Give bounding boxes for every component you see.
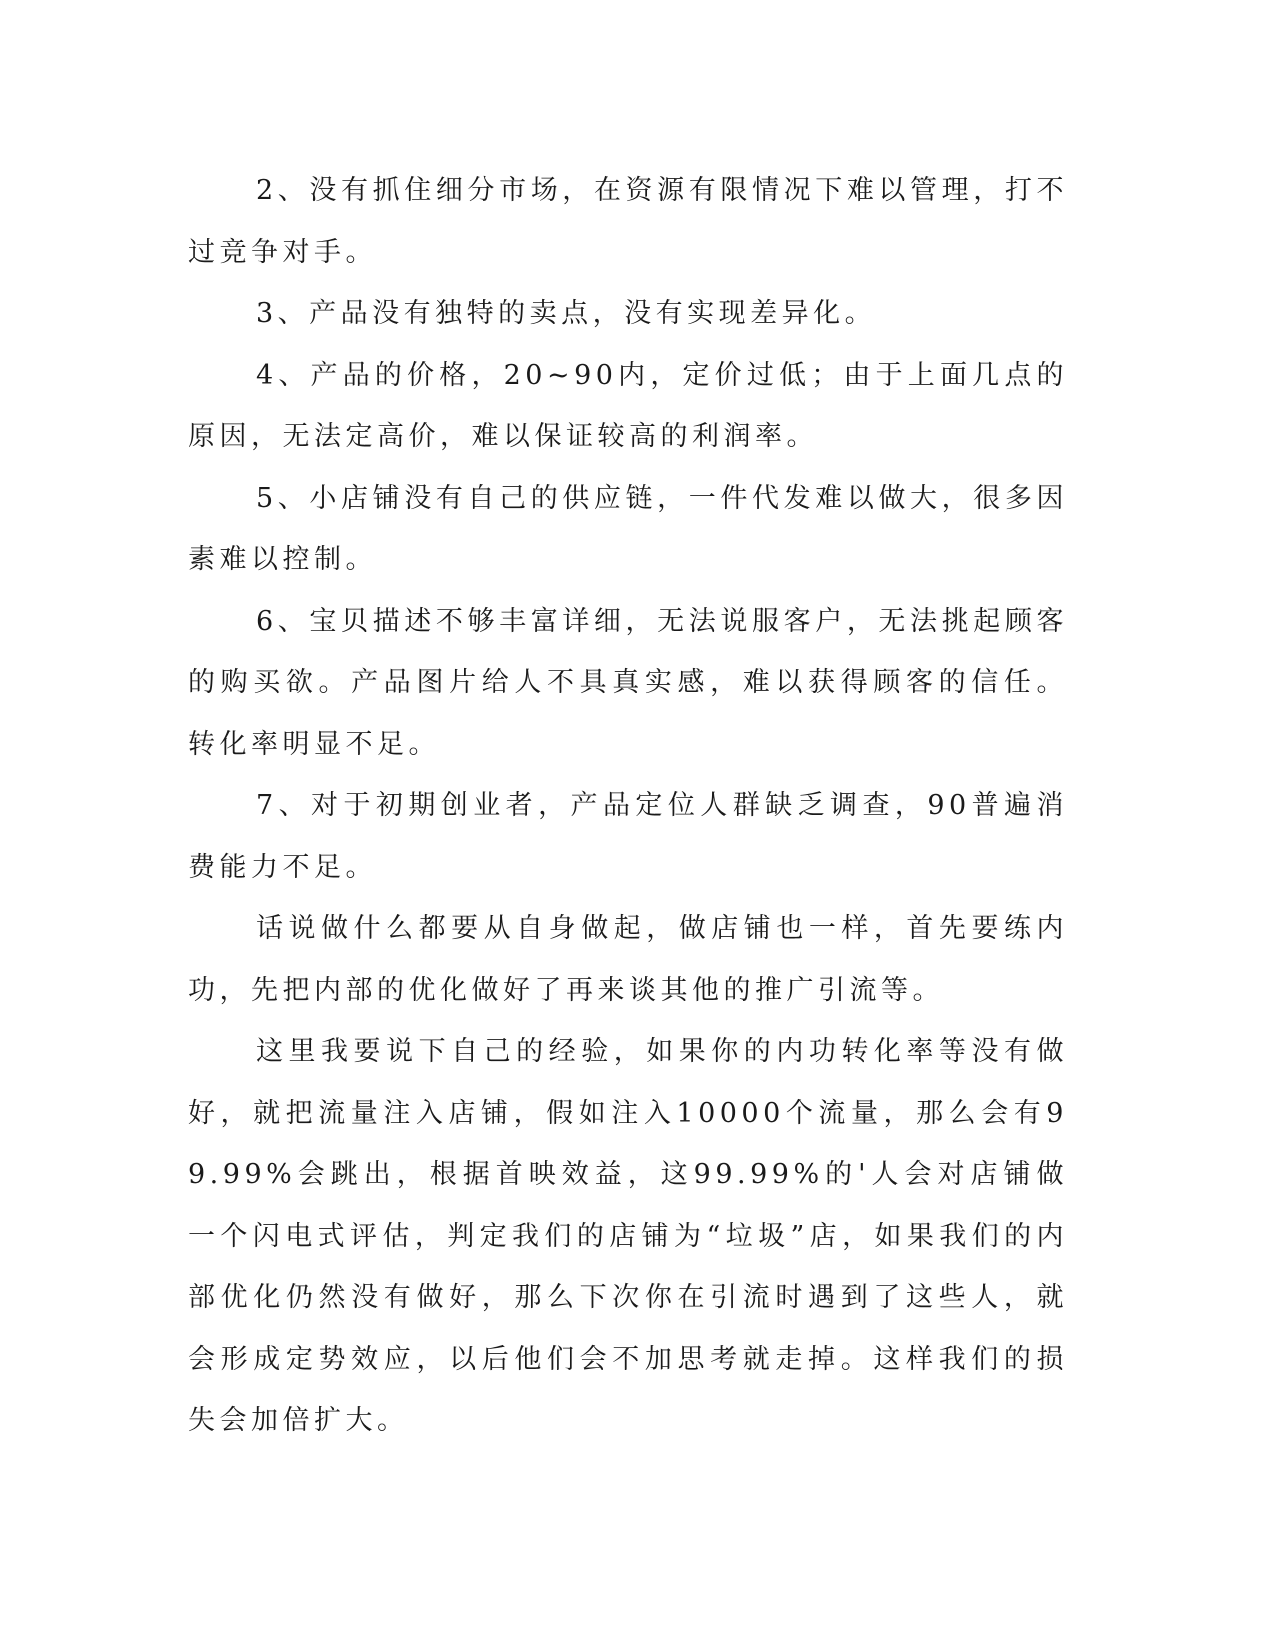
document-body <box>188 160 1068 1452</box>
paragraph-item-6: 6、宝贝描述不够丰富详细，无法说服客户，无法挑起顾客的购买欲。产品图片给人不具真实感，难以获得顾客的信任。转化率明显不足。 <box>188 605 1068 760</box>
paragraph-item-3: 3、产品没有独特的卖点，没有实现差异化。 <box>256 298 877 329</box>
paragraph-experience: 这里我要说下自己的经验，如果你的内功转化率等没有做好，就把流量注入店铺，假如注入10000个流量，那么会有99.99%会跳出，根据首映效益，这99.99%的'人会对店铺做一个闪电式评估，判定我们的店铺为“垃圾”店，如果我们的内部优化仍然没有做好，那么下次你在引流时遇到了这些人，就会形成定势效应，以后他们会不加思考就走掉。这样我们的损失会加倍扩大。 <box>188 1036 1068 1436</box>
paragraph-item-4: 4、产品的价格，20~90内，定价过低；由于上面几点的原因，无法定高价，难以保证较高的利润率。 <box>188 359 1068 452</box>
paragraph-item-5: 5、小店铺没有自己的供应链，一件代发难以做大，很多因素难以控制。 <box>188 482 1068 575</box>
paragraph-item-7: 7、对于初期创业者，产品定位人群缺乏调查，90普遍消费能力不足。 <box>188 790 1068 883</box>
paragraph-item-2: 2、没有抓住细分市场，在资源有限情况下难以管理，打不过竞争对手。 <box>188 175 1068 268</box>
paragraph-self-improvement: 话说做什么都要从自身做起，做店铺也一样，首先要练内功，先把内部的优化做好了再来谈其他的推广引流等。 <box>188 913 1068 1006</box>
